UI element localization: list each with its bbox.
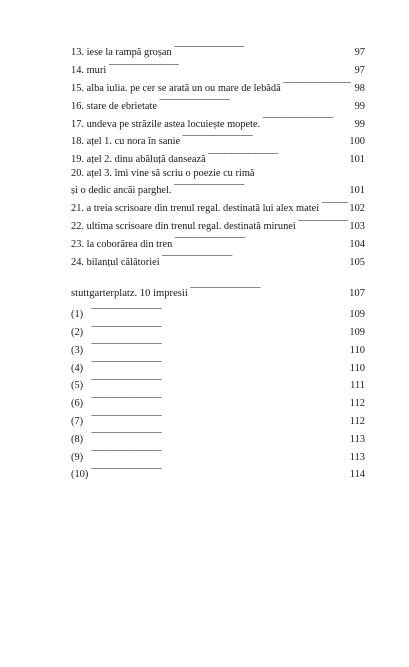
toc-impression-page: 109 [349, 326, 365, 338]
toc-entry [71, 78, 365, 96]
dot-leader [91, 322, 348, 335]
toc-impression-label: (3) [71, 344, 84, 356]
dot-leader [190, 283, 348, 296]
toc-entry-page: 101 [349, 154, 365, 166]
toc-impression-entry [71, 428, 365, 446]
dot-leader [159, 95, 351, 108]
toc-impression-label: (1) [71, 309, 84, 321]
toc-entry-label: 15. alba iulia. pe cer se arată un ou mare de lebădă [71, 82, 281, 94]
toc-entry [71, 251, 365, 269]
toc-impression-page: 112 [349, 398, 365, 410]
toc-impression-label: (5) [71, 380, 84, 392]
dot-leader [91, 446, 349, 459]
toc-entry [71, 149, 365, 167]
toc-entry [71, 216, 365, 234]
dot-leader [174, 180, 349, 193]
dot-leader [321, 198, 348, 211]
toc-impression-label: (10) [71, 469, 89, 481]
toc-impression-entry [71, 304, 365, 322]
toc-entry-label: 22. ultima scrisoare din trenul regal. destinată mirunei [71, 220, 296, 232]
toc-impression-page: 113 [349, 451, 365, 463]
table-of-contents [71, 42, 365, 482]
toc-entry-page: 97 [354, 65, 365, 77]
dot-leader [91, 411, 349, 424]
toc-entry-page: 97 [354, 47, 365, 59]
dot-leader [91, 339, 349, 352]
toc-entry-label: 19. ațel 2. dinu abăluță dansează [71, 154, 206, 166]
toc-impression-entry [71, 357, 365, 375]
toc-entry [71, 95, 365, 113]
toc-entry [71, 60, 365, 78]
dot-leader [91, 375, 349, 388]
toc-impression-label: (2) [71, 326, 84, 338]
dot-leader [91, 464, 349, 477]
dot-leader [298, 216, 349, 229]
toc-section-page: 107 [349, 288, 365, 300]
toc-entry [71, 42, 365, 60]
toc-impression-page: 110 [349, 344, 365, 356]
toc-impression-entry [71, 393, 365, 411]
toc-impression-entry [71, 322, 365, 340]
toc-entry [71, 113, 365, 131]
toc-entry-label: și o dedic ancăi parghel. [71, 185, 172, 197]
toc-impression-entry [71, 464, 365, 482]
toc-section-label: stuttgarterplatz. 10 impresii [71, 288, 188, 300]
toc-entry-page: 102 [349, 203, 365, 215]
toc-impression-entry [71, 411, 365, 429]
dot-leader [162, 251, 349, 264]
toc-entry-page: 99 [354, 118, 365, 130]
dot-leader [283, 78, 351, 91]
toc-entry-page: 101 [349, 185, 365, 197]
toc-impression-label: (6) [71, 398, 84, 410]
toc-entry-label: 17. undeva pe străzile astea locuiește mopete. [71, 118, 261, 130]
dot-leader [91, 357, 349, 370]
toc-impression-label: (4) [71, 362, 84, 374]
toc-entry-page: 104 [349, 238, 365, 250]
toc-entry-first-line [71, 167, 365, 180]
toc-entry-label: 21. a treia scrisoare din trenul regal. destinată lui alex matei [71, 203, 320, 215]
toc-entry-page: 98 [354, 82, 365, 94]
dot-leader [91, 428, 349, 441]
toc-entry-label: 14. muri [71, 65, 107, 77]
toc-section-entry [71, 283, 365, 301]
toc-impression-entry [71, 375, 365, 393]
toc-impression-entry [71, 339, 365, 357]
dot-leader [91, 304, 348, 317]
toc-entry [71, 233, 365, 251]
toc-impression-label: (9) [71, 451, 84, 463]
toc-impression-entry [71, 446, 365, 464]
toc-impression-page: 110 [349, 362, 365, 374]
toc-entry [71, 131, 365, 149]
toc-entry-page: 100 [349, 136, 365, 148]
toc-impression-page: 111 [350, 380, 365, 392]
dot-leader [91, 393, 349, 406]
toc-impression-label: (8) [71, 433, 84, 445]
section-spacer [71, 269, 365, 283]
toc-entry-continuation [71, 180, 365, 198]
toc-entry-label: 20. ațel 3. îmi vine să scriu o poezie cu rimă [71, 167, 255, 179]
toc-entry-label: 16. stare de ebrietate [71, 100, 157, 112]
dot-leader [182, 131, 348, 144]
toc-impression-page: 114 [349, 469, 365, 481]
toc-impression-page: 113 [349, 433, 365, 445]
toc-entry [71, 198, 365, 216]
toc-impression-page: 109 [349, 309, 365, 321]
toc-impression-label: (7) [71, 415, 84, 427]
dot-leader [262, 113, 351, 126]
toc-entry-label: 24. bilanțul călătoriei [71, 256, 160, 268]
toc-entry-page: 103 [349, 220, 365, 232]
dot-leader [108, 60, 351, 73]
toc-entry-label: 13. iese la rampă groșan [71, 47, 172, 59]
toc-entry-label: 18. ațel 1. cu nora în sanie [71, 136, 181, 148]
toc-impression-page: 112 [349, 415, 365, 427]
dot-leader [174, 233, 348, 246]
dot-leader [208, 149, 349, 162]
dot-leader [174, 42, 351, 55]
toc-entry-page: 99 [354, 100, 365, 112]
toc-entry-page: 105 [349, 256, 365, 268]
toc-entry-label: 23. la coborârea din tren [71, 238, 173, 250]
